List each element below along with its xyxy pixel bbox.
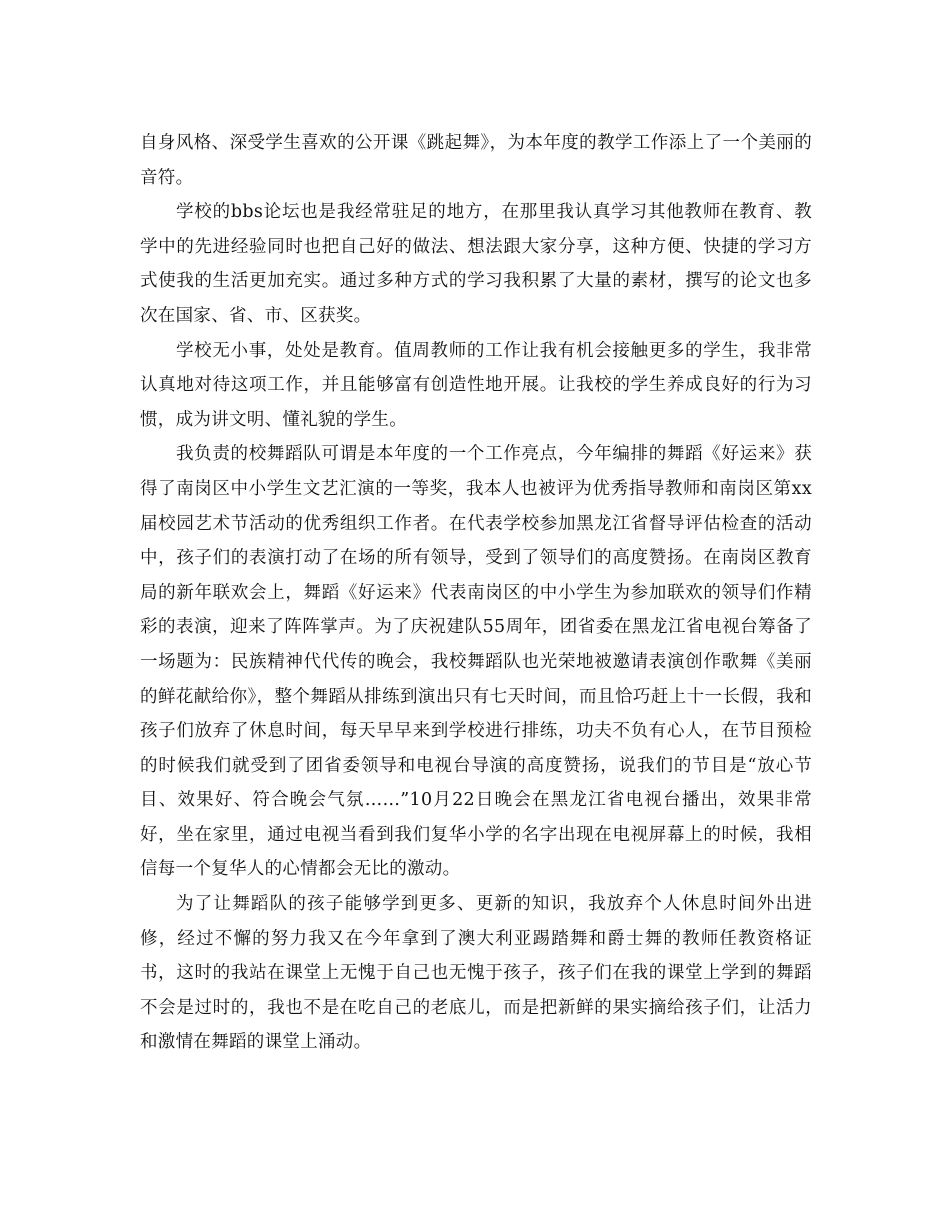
paragraph-bbs-forum: 学校的bbs论坛也是我经常驻足的地方，在那里我认真学习其他教师在教育、教学中的先进经验同时也把自己好的做法、想法跟大家分享，这种方便、快捷的学习方式使我的生活更加充实。通过多种方式的学习我积累了大量的素材，撰写的论文也多次在国家、省、市、区获奖。 [140,202,812,326]
paragraph-further-study: 为了让舞蹈队的孩子能够学到更多、更新的知识，我放弃个人休息时间外出进修，经过不懈的努力我又在今年拿到了澳大利亚踢踏舞和爵士舞的教师任教资格证书，这时的我站在课堂上无愧于自己也无愧于孩子，孩子们在我的课堂上学到的舞蹈不会是过时的，我也不是在吃自己的老底儿，而是把新鲜的果实摘给孩子们，让活力和激情在舞蹈的课堂上涌动。 [140,894,812,1053]
paragraph-continuation: 自身风格、深受学生喜欢的公开课《跳起舞》，为本年度的教学工作添上了一个美丽的音符。 [140,133,812,188]
paragraph-duty-teacher: 学校无小事，处处是教育。值周教师的工作让我有机会接触更多的学生，我非常认真地对待这项工作，并且能够富有创造性地开展。让我校的学生养成良好的行为习惯，成为讲文明、懂礼貌的学生。 [140,340,812,430]
paragraph-dance-team: 我负责的校舞蹈队可谓是本年度的一个工作亮点，今年编排的舞蹈《好运来》获得了南岗区中小学生文艺汇演的一等奖，我本人也被评为优秀指导教师和南岗区第xx届校园艺术节活动的优秀组织工作者。在代表学校参加黑龙江省督导评估检查的活动中，孩子们的表演打动了在场的所有领导，受到了领导们的高度赞扬。在南岗区教育局的新年联欢会上，舞蹈《好运来》代表南岗区的中小学生为参加联欢的领导们作精彩的表演，迎来了阵阵掌声。为了庆祝建队55周年，团省委在黑龙江省电视台筹备了一场题为：民族精神代代传的晚会，我校舞蹈队也光荣地被邀请表演创作歌舞《美丽的鲜花献给你》，整个舞蹈从排练到演出只有七天时间，而且恰巧赶上十一长假，我和孩子们放弃了休息时间，每天早早来到学校进行排练，功夫不负有心人，在节目预检的时候我们就受到了团省委领导和电视台导演的高度赞扬，说我们的节目是“放心节目、效果好、符合晚会气氛……”10月22日晚会在黑龙江省电视台播出，效果非常好，坐在家里，通过电视当看到我们复华小学的名字出现在电视屏幕上的时候，我相信每一个复华人的心情都会无比的激动。 [140,444,812,880]
document-body [140,126,812,1060]
